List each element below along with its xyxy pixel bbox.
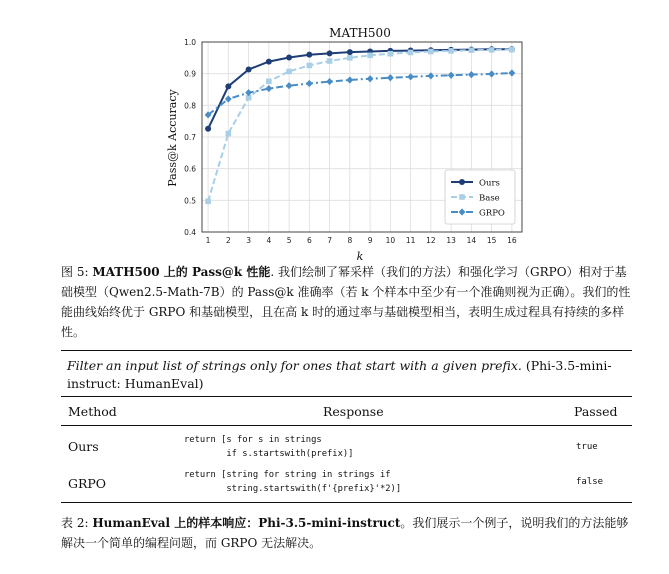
data-point [226,131,232,137]
data-point [225,83,231,89]
data-point [205,126,211,132]
legend-marker [459,179,465,185]
x-tick-label: 8 [347,236,353,245]
data-point [469,47,475,53]
row-code-line-1: return [string for string in strings if [184,470,391,480]
x-tick-label: 16 [507,236,517,245]
x-tick-label: 2 [225,236,231,245]
data-point [428,49,434,55]
data-point [347,49,353,55]
row-code-line-1: return [s for s in strings [184,435,322,445]
x-tick-label: 4 [266,236,272,245]
x-tick-label: 9 [367,236,373,245]
figure-caption [61,262,631,342]
figure-caption-label: 图 5: [61,265,89,279]
y-tick-label: 0.4 [184,228,196,237]
data-point [327,50,333,56]
table-row [61,426,632,464]
task-source: (Phi-3.5-mini-instruct: HumanEval) [67,358,612,391]
x-tick-label: 12 [426,236,436,245]
figure-caption-title: MATH500 上的 Pass@k 性能 [92,265,271,279]
data-point [408,50,414,56]
legend-label: Ours [479,178,500,189]
data-point [347,55,353,61]
x-tick-label: 15 [486,236,497,245]
data-point [266,59,272,65]
data-point [246,67,252,73]
figure-caption-text: . 我们绘制了幂采样（我们的方法）和强化学习（GRPO）相对于基础模型（Qwen2.5-Math-7B）的 Pass@k 准确率（若 k 个样本中至少有一个准确则视为正确）。我们的性能曲线始终优于 GRPO 和基础模型，且在高 k 时的通过率与基础模型相当，表明生成过程具有持续的多样性。 [61,265,631,339]
table-caption-text: 。我们展示一个例子，说明我们的方法能够解决一个简单的编程问题，而 GRPO 无法解决。 [61,516,629,550]
header-response: Response [323,404,384,419]
row-code-line-2: string.startswith(f'{prefix}'*2)] [184,484,402,494]
table-row [61,464,632,502]
table-caption-label: 表 2: [61,516,89,530]
x-tick-label: 1 [205,236,211,245]
data-point [306,52,312,58]
y-tick-label: 0.5 [184,196,196,206]
header-passed: Passed [574,404,618,419]
header-method: Method [68,404,117,419]
data-point [367,53,373,59]
data-point [327,58,333,64]
data-point [509,47,515,53]
data-point [266,78,272,84]
x-tick-label: 13 [446,236,456,245]
data-point [286,55,292,61]
data-point [286,69,292,75]
data-point [388,51,394,57]
chart-title: MATH500 [329,26,391,40]
x-tick-label: 6 [306,236,312,245]
x-tick-label: 5 [286,236,292,245]
table-bottom-rule [61,502,632,503]
table-caption-title: HumanEval 上的样本响应：Phi-3.5-mini-instruct [92,516,401,530]
y-tick-label: 0.8 [184,101,196,111]
y-tick-label: 0.6 [184,164,196,174]
x-tick-label: 3 [246,236,251,245]
pass-at-k-chart [0,0,669,262]
data-point [307,63,313,69]
row-method: GRPO [68,476,107,491]
row-passed: true [576,442,598,452]
task-prompt: Filter an input list of strings only for ones that start with a given prefix. [67,358,522,373]
x-tick-label: 11 [405,236,416,245]
legend-label: Base [479,193,500,204]
row-method: Ours [68,439,99,454]
row-passed: false [576,477,604,487]
x-axis-label: k [356,250,364,262]
legend-label: GRPO [479,208,505,219]
x-tick-label: 10 [385,236,396,245]
data-point [448,48,454,54]
y-tick-label: 0.7 [184,133,196,142]
y-axis-label: Pass@k Accuracy [166,89,179,187]
table-header-row [61,397,632,425]
task-description [61,351,632,396]
x-tick-label: 14 [466,236,477,245]
x-tick-label: 7 [327,236,332,245]
data-point [489,47,495,53]
sample-response-table [61,350,632,503]
data-point [205,198,211,204]
y-tick-label: 1.0 [184,38,196,47]
row-code-line-2: if s.startswith(prefix)] [184,449,354,459]
y-tick-label: 0.9 [184,69,196,79]
legend-marker [459,194,465,200]
table-caption [61,513,636,553]
